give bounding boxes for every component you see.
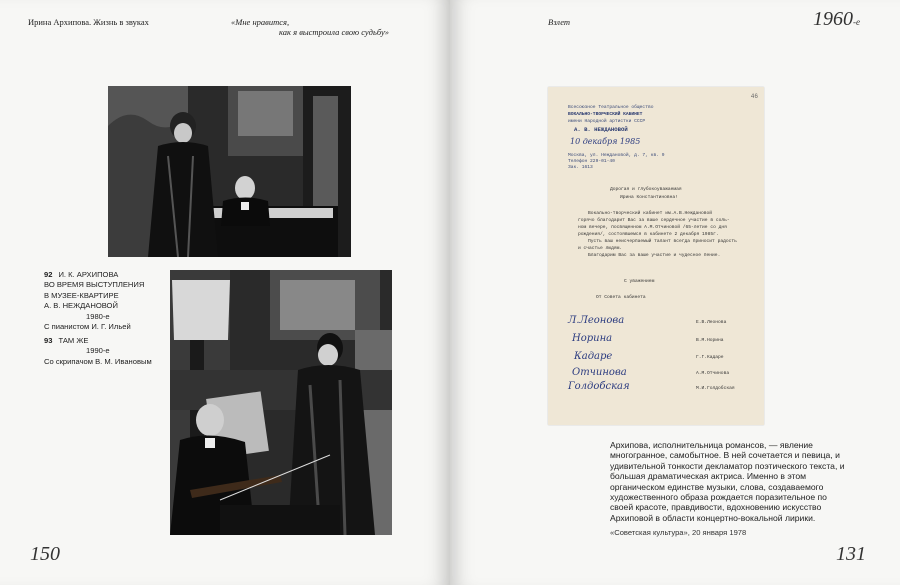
caption-92-number: 92 bbox=[44, 270, 53, 279]
caption-92-line4: А. В. НЕЖДАНОВОЙ bbox=[44, 301, 118, 311]
quote-text: Архипова, исполнительница романсов, — явление многогранное, самобытное. В ней сочетается и певица, и удивительной тонкости декламатор поэтического текста, и большая драматическая актриса. Именно в этом органическом единстве музыки, слова, создаваемого художественного образа рождается поразительное по своей красоте, правдивости, вдохновению искусство Архиповой в области концертно-вокальной лирики. bbox=[610, 440, 845, 523]
letter-address3: Зак. 1613 bbox=[568, 165, 593, 170]
letter-body5: Пусть ваш неисчерпаемый талант всегда приносит радость bbox=[588, 239, 737, 244]
running-header-title: Ирина Архипова. Жизнь в звуках bbox=[28, 17, 149, 27]
caption-92-line1: И. К. АРХИПОВА bbox=[58, 270, 119, 279]
signature-5: Голдобская bbox=[568, 381, 630, 392]
letter-body6: и счастье людям. bbox=[578, 246, 623, 251]
photo-93 bbox=[170, 270, 392, 535]
letter-org-line3: имени Народной артистки СССР bbox=[568, 119, 646, 124]
letter-signer-3: Г.Г.Кадаре bbox=[696, 355, 724, 360]
running-header-section bbox=[548, 17, 570, 27]
caption-92 bbox=[44, 270, 144, 332]
signature-2: Норина bbox=[572, 333, 613, 344]
letter-facsimile bbox=[548, 87, 764, 425]
running-header-quote bbox=[231, 17, 389, 37]
caption-93 bbox=[44, 336, 152, 367]
letter-signer-5: М.И.Голдобская bbox=[696, 386, 735, 391]
letter-greeting2: Ирина Константиновна! bbox=[620, 195, 678, 200]
letter-greeting1: Дорогая и глубокоуважаемая bbox=[610, 187, 682, 192]
letter-address1: Москва, ул. Неждановой, д. 7, кв. 9 bbox=[568, 153, 665, 158]
letter-body1: Вокально-творческий кабинет им.А.В.Неждановой bbox=[588, 211, 713, 216]
photo-92 bbox=[108, 86, 351, 257]
section-title: Взлет bbox=[548, 17, 571, 27]
caption-92-line3: В МУЗЕЕ-КВАРТИРЕ bbox=[44, 290, 119, 300]
caption-92-line6: С пианистом И. Г. Ильей bbox=[44, 322, 131, 332]
letter-from: От Совета кабинета bbox=[596, 295, 646, 300]
caption-93-line3: Со скрипачом В. М. Ивановым bbox=[44, 356, 152, 366]
letter-closing: С уважением bbox=[624, 279, 655, 284]
letter-corner-number: 46 bbox=[750, 93, 758, 100]
year-value: 1960 bbox=[813, 8, 853, 30]
signature-1: Л.Леонова bbox=[568, 315, 625, 326]
letter-address2: Телефон 229-01-40 bbox=[568, 159, 615, 164]
letter-org-line2: ВОКАЛЬНО-ТВОРЧЕСКИЙ КАБИНЕТ bbox=[568, 112, 643, 117]
letter-body3: ном вечере, посвященном А.М.Отчиновой /65-летие со дня bbox=[578, 225, 727, 230]
signature-4: Отчинова bbox=[572, 367, 627, 378]
letter-signer-2: В.М.Норина bbox=[696, 338, 724, 343]
letter-signer-4: А.М.Отчинова bbox=[696, 371, 730, 376]
letter-org-line1: Всесоюзное Театральное общество bbox=[568, 105, 654, 110]
letter-body2: горячо благодарит Вас за ваше сердечное участие в соль- bbox=[578, 218, 730, 223]
signature-3: Кадаре bbox=[574, 351, 613, 362]
letter-date: 10 декабря 1985 bbox=[570, 137, 641, 146]
caption-92-date: 1980-е bbox=[86, 311, 110, 321]
header-quote-line2: как я выстроила свою судьбу» bbox=[279, 27, 390, 37]
caption-93-number: 93 bbox=[44, 336, 53, 345]
page-number-left: 150 bbox=[30, 543, 60, 565]
letter-body7: Благодарим Вас за ваше участие и чудесное пение. bbox=[588, 253, 721, 258]
quote-source: «Советская культура», 20 января 1978 bbox=[610, 528, 747, 537]
page-number-right: 131 bbox=[836, 543, 866, 565]
caption-93-date: 1990-е bbox=[86, 346, 110, 356]
caption-92-line2: ВО ВРЕМЯ ВЫСТУПЛЕНИЯ bbox=[44, 280, 145, 290]
caption-93-line1: ТАМ ЖЕ bbox=[58, 336, 89, 345]
year-heading bbox=[813, 8, 860, 31]
letter-signer-1: Е.В.Леонова bbox=[696, 320, 727, 325]
letter-body4: рождения/, состоявшемся в кабинете 2 декабря 1985г. bbox=[578, 232, 719, 237]
header-quote-line1: «Мне нравится, bbox=[231, 17, 290, 27]
letter-org-line4: А. В. НЕЖДАНОВОЙ bbox=[574, 126, 628, 133]
year-suffix: -е bbox=[853, 17, 860, 27]
